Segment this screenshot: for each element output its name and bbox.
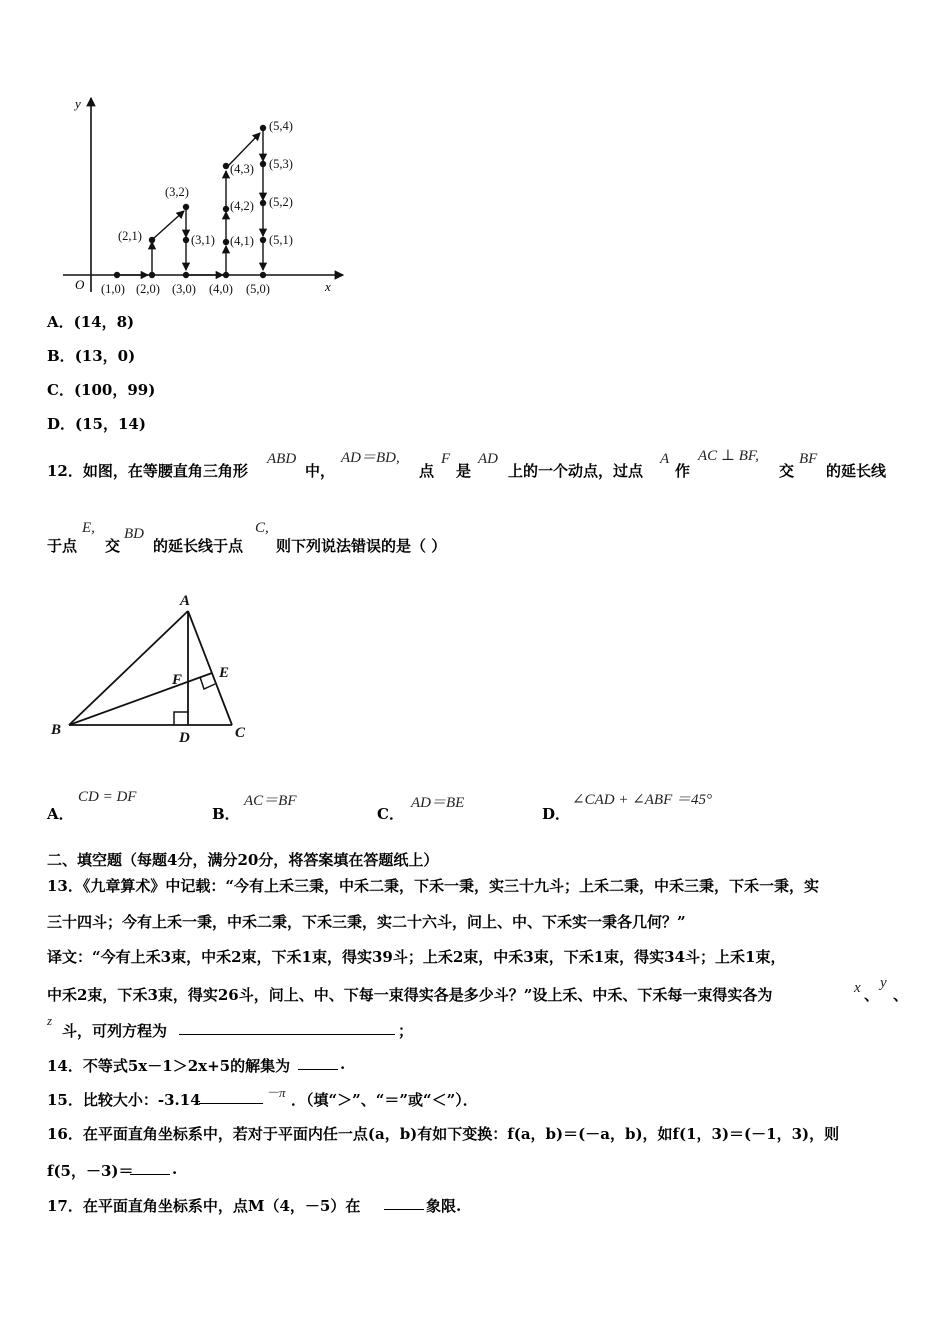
lattice-path-figure — [55, 92, 355, 302]
label-5-3: (5,3) — [269, 157, 293, 171]
label-3-2: (3,2) — [165, 185, 189, 199]
label-3-0: (3,0) — [172, 282, 196, 296]
label-4-2: (4,2) — [230, 199, 254, 213]
point-5-1 — [260, 237, 266, 243]
point-5-4 — [260, 125, 266, 131]
vertex-a-label: A — [180, 593, 191, 609]
point-4-3 — [223, 163, 229, 169]
label-5-0: (5,0) — [246, 282, 270, 296]
point-3-2 — [183, 204, 189, 210]
point-2-0 — [149, 272, 155, 278]
section-title: 二、填空题（每题4分，满分20分，将答案填在答题纸上） — [47, 851, 439, 869]
q11-option-a: A．(14，8) — [47, 313, 135, 331]
point-1-0 — [114, 272, 120, 278]
point-5-0 — [260, 272, 266, 278]
q16-answer-blank[interactable] — [130, 1160, 170, 1175]
point-4-2 — [223, 206, 229, 212]
vertex-b-label: B — [51, 722, 62, 738]
label-2-1: (2,1) — [118, 229, 142, 243]
point-4-0 — [223, 272, 229, 278]
y-axis-label: y — [75, 96, 81, 111]
label-5-1: (5,1) — [269, 233, 293, 247]
q17-answer-blank[interactable] — [384, 1195, 424, 1210]
q16-line1: 16．在平面直角坐标系中，若对于平面内任一点(a，b)有如下变换：f(a，b)＝(－a，b)，如f(1，3)＝(－1，3)，则 — [47, 1125, 840, 1143]
q13-line3: 译文：“今有上禾3束，中禾2束，下禾1束，得实39斗；上禾2束，中禾3束，下禾1束，得实34斗；上禾1束， — [47, 948, 786, 966]
label-2-0: (2,0) — [136, 282, 160, 296]
point-2-1 — [149, 237, 155, 243]
q11-option-d: D．(15，14) — [47, 415, 146, 433]
point-3-1 — [183, 237, 189, 243]
label-5-4: (5,4) — [269, 119, 293, 133]
q11-option-c: C．(100，99) — [47, 381, 156, 399]
point-d-label: D — [179, 730, 190, 746]
q11-option-b: B．(13，0) — [47, 347, 136, 365]
q15-answer-blank[interactable] — [199, 1089, 263, 1104]
x-axis-label: x — [325, 279, 331, 294]
point-4-1 — [223, 239, 229, 245]
label-1-0: (1,0) — [101, 282, 125, 296]
vertex-c-label: C — [235, 725, 246, 741]
q13-line2: 三十四斗；今有上禾一秉，中禾二秉，下禾三秉，实二十六斗，问上、中、下禾实一秉各几何？” — [47, 913, 686, 931]
label-4-0: (4,0) — [209, 282, 233, 296]
point-5-3 — [260, 161, 266, 167]
label-3-1: (3,1) — [191, 233, 215, 247]
point-f-label: F — [172, 672, 183, 688]
label-4-3: (4,3) — [230, 162, 254, 176]
q14-answer-blank[interactable] — [298, 1055, 338, 1070]
q13-answer-blank[interactable] — [179, 1020, 395, 1035]
q13-line1: 13．《九章算术》中记载：“今有上禾三秉，中禾二秉，下禾一秉，实三十九斗；上禾二秉，中禾三秉，下禾一秉，实 — [47, 877, 820, 895]
point-3-0 — [183, 272, 189, 278]
point-5-2 — [260, 200, 266, 206]
triangle-figure — [45, 588, 260, 748]
label-4-1: (4,1) — [230, 234, 254, 248]
point-e-label: E — [219, 665, 230, 681]
origin-label: O — [75, 277, 85, 292]
label-5-2: (5,2) — [269, 195, 293, 209]
